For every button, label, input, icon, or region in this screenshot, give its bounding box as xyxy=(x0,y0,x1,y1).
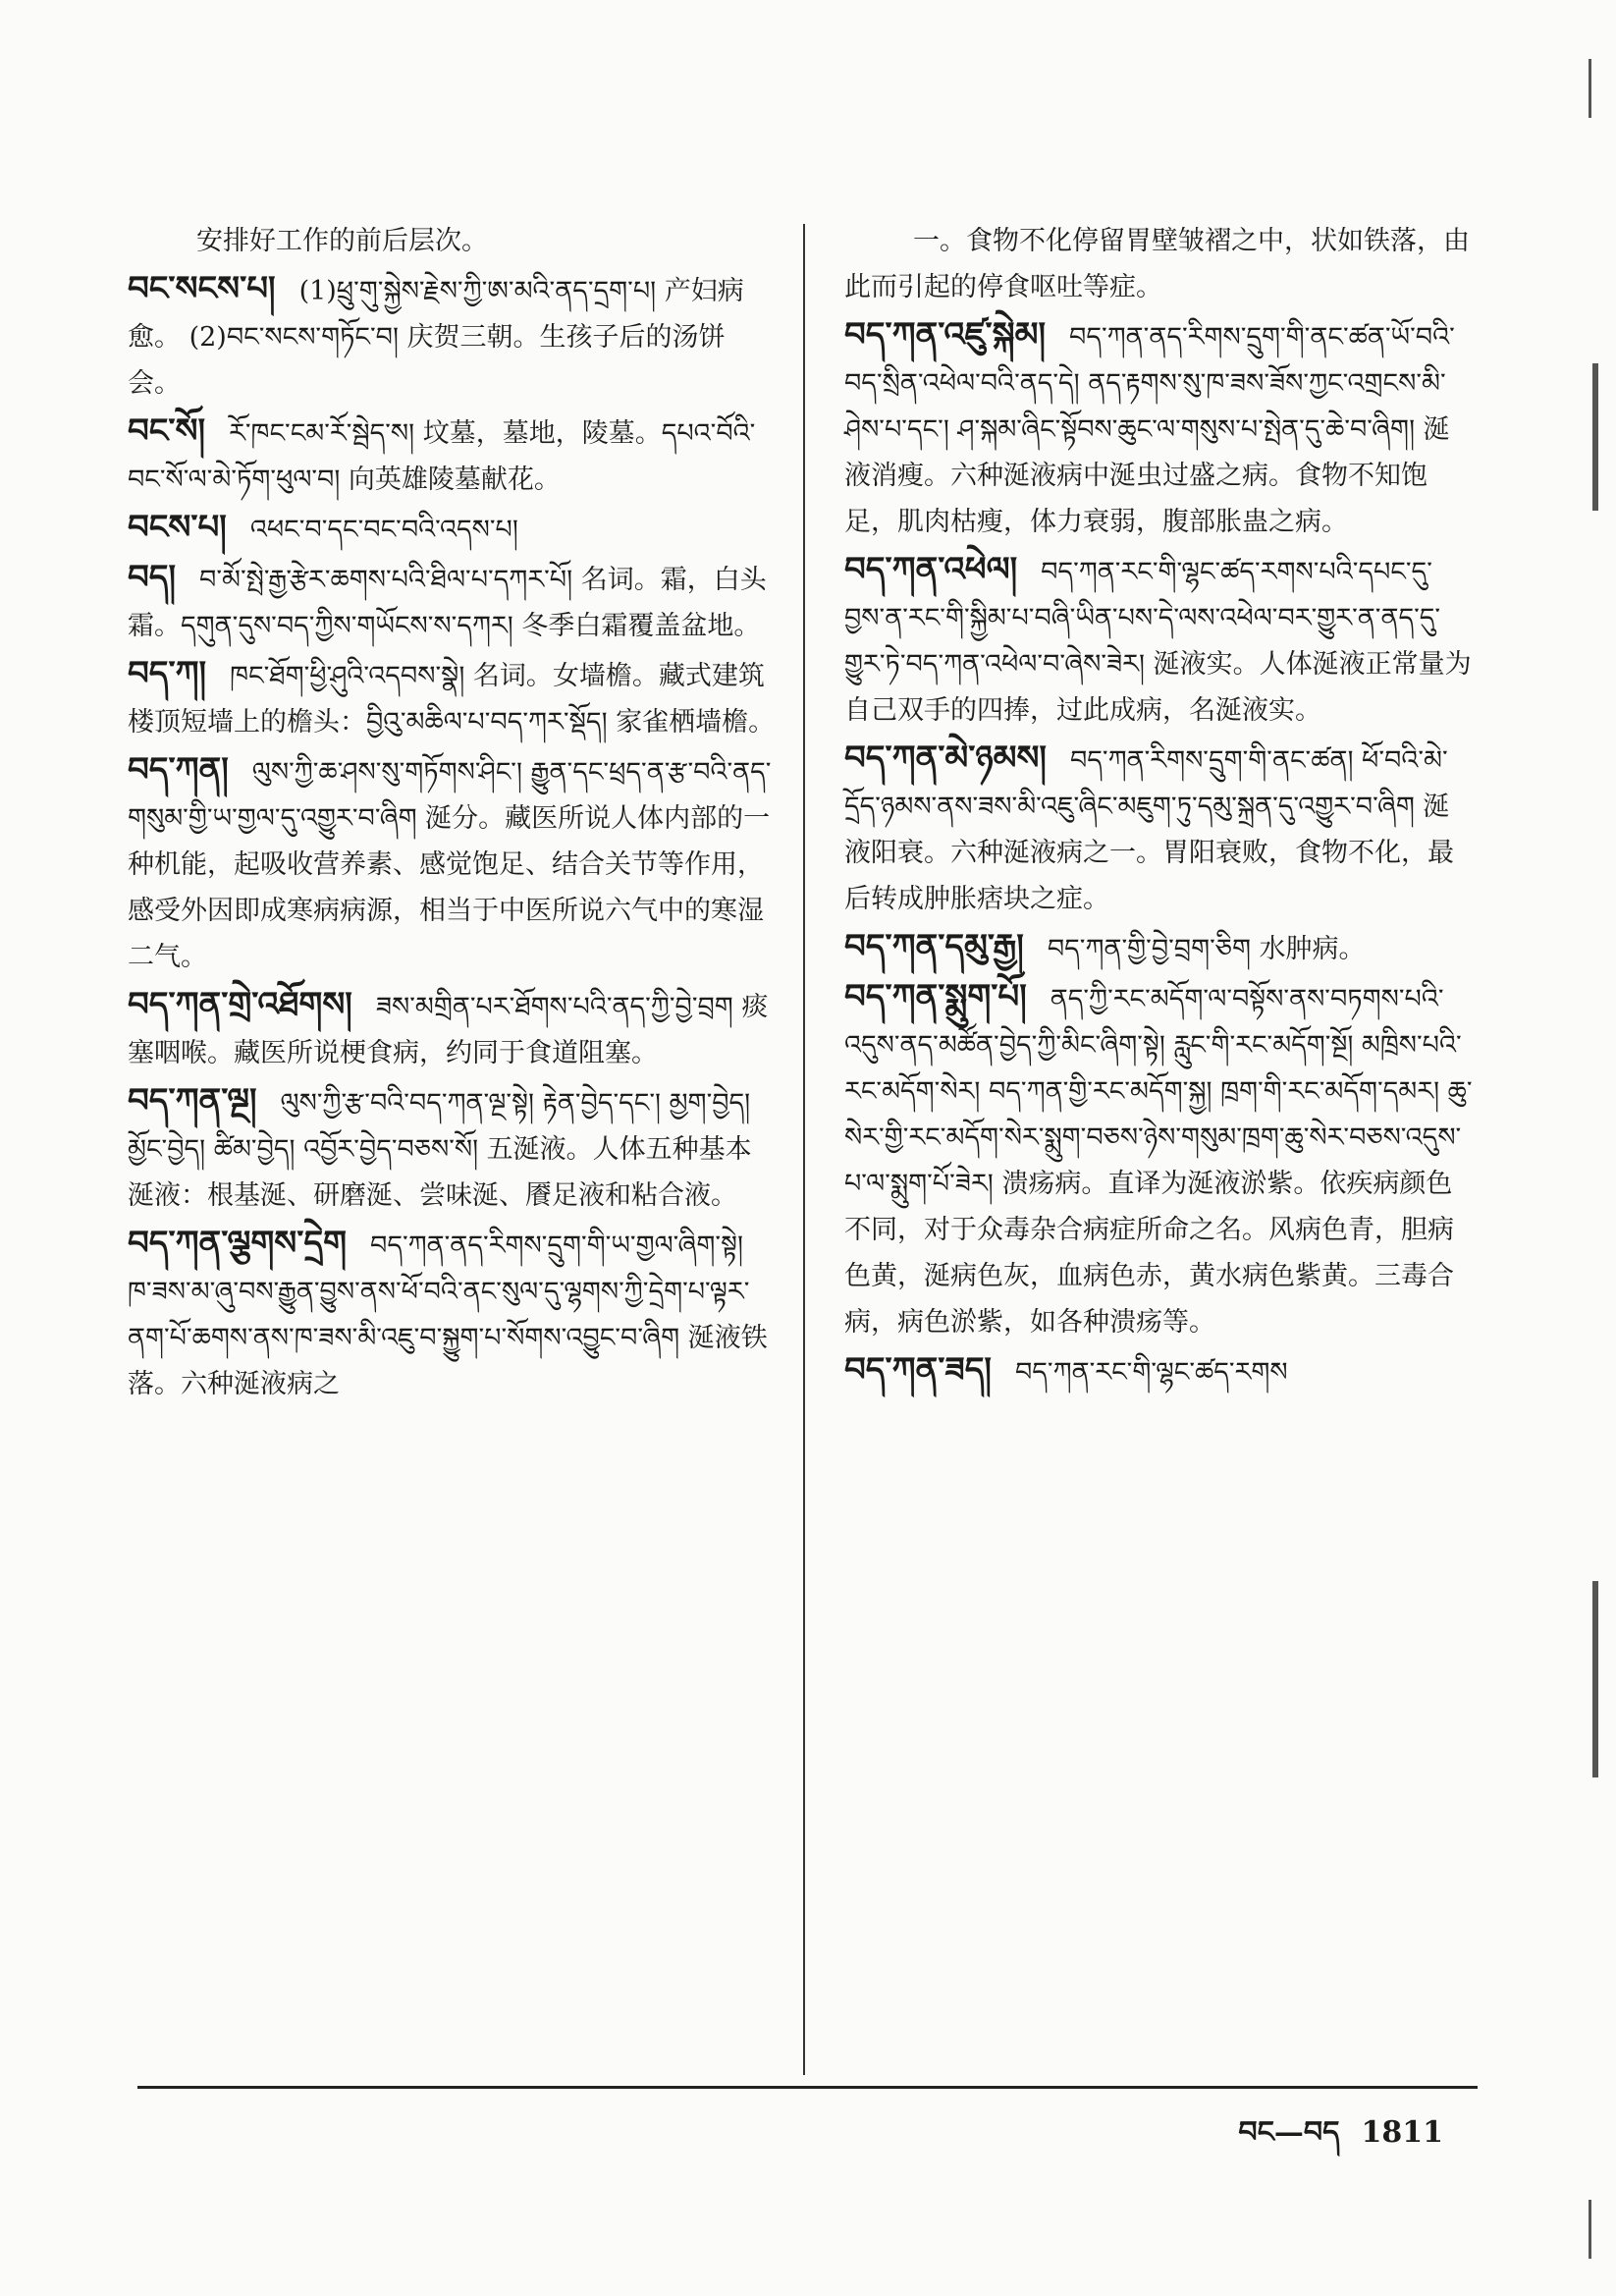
dictionary-entry xyxy=(128,505,776,553)
entry-definition: ལུས་ཀྱི་ཆ་ཤས་སུ་གཏོགས་ཤིང་། རྒྱུན་དང་ཕྲད་ན་རྩ་བའི་ནད་གསུམ་གྱི་ཡ་གྱལ་དུ་འགྱུར་བ་ཞིག 涎分。藏医所说人体内部的一种机能，起吸收营养素、感觉饱足、结合关节等作用，感受外因即成寒病病源，相当于中医所说六气中的寒湿二气。 xyxy=(128,757,772,972)
entry-definition: འཕང་བ་དང་བང་བའི་འདས་པ། xyxy=(249,515,518,545)
entry-headword: བང་སོ། xyxy=(128,411,206,451)
entry-definition: 一。食物不化停留胃壁皱褶之中，状如铁落，由此而引起的停食呕吐等症。 xyxy=(844,226,1470,302)
scan-edge-mark xyxy=(1592,363,1598,511)
entry-headword: བད་ཀན་ལྕགས་དྲེག xyxy=(128,1224,348,1263)
scan-edge-mark xyxy=(1589,2200,1591,2259)
entry-headword: བད་ཀ། xyxy=(128,654,207,693)
entry-definition: བད་ཀན་ནད་རིགས་དྲུག་གི་ཡ་གྱལ་ཞིག་སྟེ། ཁ་ཟས་མ་ཞུ་བས་རྒྱུན་བྱུས་ནས་ཕོ་བའི་ནང་སུལ་དུ་ལྷགས་ཀྱི་དྲེག་པ་ལྟར་ནག་པོ་ཆགས་ནས་ཁ་ཟས་མི་འཇུ་བ་སྐྱུག་པ་སོགས་འབྱུང་བ་ཞིག 涎液铁落。六种涎液病之 xyxy=(128,1230,768,1399)
dictionary-entry xyxy=(844,924,1473,972)
scan-edge-mark xyxy=(1592,1581,1598,1777)
dictionary-entry xyxy=(844,736,1473,922)
dictionary-entry xyxy=(128,1221,776,1407)
entry-definition: བད་ཀན་རིགས་དྲུག་གི་ནང་ཚན། ཕོ་བའི་མེ་དྲོད་ཉམས་ནས་ཟས་མི་འཇུ་ཞིང་མཇུག་ཏུ་དམུ་སྐྲན་དུ་འགྱུར་བ་ཞིག 涎液阳衰。六种涎液病之一。胃阳衰败，食物不化，最后转成肿胀痞块之症。 xyxy=(844,745,1454,914)
entry-headword: བད། xyxy=(128,558,177,597)
scan-edge-mark xyxy=(1589,59,1591,118)
running-head: བང—བད xyxy=(1238,2115,1340,2150)
dictionary-entry xyxy=(128,218,776,264)
entry-definition: ཟས་མགྲིན་པར་ཐོགས་པའི་ནད་ཀྱི་བྱེ་བྲག 痰塞咽喉。藏医所说梗食病，约同于食道阻塞。 xyxy=(128,992,769,1068)
entry-definition: བད་ཀན་རང་གི་ལྷང་ཚད་རགས་པའི་དཔང་དུ་བྱས་ན་རང་གི་སྐྱིམ་པ་བཞི་ཡིན་པས་དེ་ལས་འཕེལ་བར་གྱུར་ན་ནད་དུ་གྱུར་ཏེ་བད་ཀན་འཕེལ་བ་ཞེས་ཟེར། 涎液实。人体涎液正常量为自己双手的四捧，过此成病，名涎液实。 xyxy=(844,557,1472,726)
entry-headword: བད་ཀན་འཛུ་སྐེམ། xyxy=(844,315,1047,355)
dictionary-entry xyxy=(128,982,776,1076)
entry-definition: རོ་ཁང་ངམ་རོ་སྦེད་ས། 坟墓，墓地，陵墓。དཔའ་བོའི་བང་སོ་ལ་མེ་ཏོག་ཕུལ་བ། 向英雄陵墓献花。 xyxy=(128,418,756,495)
entry-definition: བད་ཀན་གྱི་བྱེ་བྲག་ཅིག 水肿病。 xyxy=(1047,934,1366,964)
page-number: 1811 xyxy=(1361,2115,1443,2150)
dictionary-entry xyxy=(128,555,776,649)
footer-rule xyxy=(137,2086,1478,2089)
right-column xyxy=(844,218,1473,1397)
entry-headword: བད་ཀན་གྲེ་འཐོགས། xyxy=(128,985,352,1024)
dictionary-entry xyxy=(128,747,776,980)
entry-headword: བད་ཀན་སྨུག་པོ། xyxy=(844,977,1027,1016)
entry-definition: ནད་ཀྱི་རང་མདོག་ལ་བསྟོས་ནས་བཏགས་པའི་འདུས་ནད་མཚོན་བྱེད་ཀྱི་མིང་ཞིག་སྟེ། རླུང་གི་རང་མདོག་སྔོ། མཁྲིས་པའི་རང་མདོག་སེར། བད་ཀན་གྱི་རང་མདོག་སྐྱ། ཁྲག་གི་རང་མདོག་དམར། ཆུ་སེར་གྱི་རང་མདོག་སེར་སྨུག་བཅས་ཉེས་གསུམ་ཁྲག་ཆུ་སེར་བཅས་འདུས་པ་ལ་སྨུག་པོ་ཟེར། 溃疡病。直译为涎液淤紫。依疾病颜色不同，对于众毒杂合病症所命之名。风病色青，胆病色黄，涎病色灰，血病色赤，黄水病色紫黄。三毒合病，病色淤紫，如各种溃疡等。 xyxy=(844,984,1473,1338)
entry-headword: བད་ཀན་འཕེལ། xyxy=(844,550,1018,589)
entry-headword: བངས་པ། xyxy=(128,508,227,547)
entry-headword: བད་ཀན་མེ་ཉམས། xyxy=(844,738,1047,778)
entry-headword: བད་ཀན། xyxy=(128,750,229,790)
left-column xyxy=(128,218,776,1409)
dictionary-entry xyxy=(844,218,1473,310)
entry-definition: ཁང་ཐོག་ཕྱི་ཤུའི་འདབས་སྣེ། 名词。女墙檐。藏式建筑楼顶短墙上的檐头：བྱིའུ་མཆིལ་པ་བད་ཀར་སྡོད། 家雀栖墙檐。 xyxy=(128,661,776,738)
dictionary-entry xyxy=(844,974,1473,1345)
entry-definition: བ་མོ་སྤེ་རྒྱ་རྩེར་ཆགས་པའི་ཐིལ་པ་དཀར་པོ། 名词。霜，白头霜。དགུན་དུས་བད་ཀྱིས་གཡོངས་ས་དཀར། 冬季白霜覆盖盆地。 xyxy=(128,565,767,641)
dictionary-entry xyxy=(128,266,776,407)
dictionary-entry xyxy=(128,651,776,745)
entry-definition: 安排好工作的前后层次。 xyxy=(196,226,488,256)
entry-definition: ལུས་ཀྱི་རྩ་བའི་བད་ཀན་ལྔ་སྟེ། རྟེན་བྱེད་དང་། མྱག་བྱེད། མྱོང་བྱེད། ཚིམ་བྱེད། འབྱོར་བྱེད་བཅས་སོ། 五涎液。人体五种基本涎液：根基涎、研磨涎、尝味涎、餍足液和粘合液。 xyxy=(128,1088,752,1211)
entry-definition: བད་ཀན་རང་གི་ལྷང་ཚད་རགས xyxy=(1014,1357,1288,1388)
entry-definition: (1)ཕྲུ་གུ་སྐྱེས་རྗེས་ཀྱི་ཨ་མའི་ནད་དྲག་པ། 产妇病愈。 (2)བང་སངས་གཏོང་བ། 庆贺三朝。生孩子后的汤饼会。 xyxy=(128,276,744,399)
entry-headword: བད་ཀན་དམུ་རྒྱ། xyxy=(844,927,1024,966)
entry-headword: བང་སངས་པ། xyxy=(128,269,276,308)
dictionary-entry xyxy=(128,409,776,503)
dictionary-entry xyxy=(844,312,1473,545)
dictionary-entry xyxy=(844,1347,1473,1395)
dictionary-entry xyxy=(128,1078,776,1219)
entry-definition: བད་ཀན་ནད་རིགས་དྲུག་གི་ནང་ཚན་ཡོ་བའི་བད་སྲིན་འཕེལ་བའི་ནད་དེ། ནད་རྟགས་སུ་ཁ་ཟས་ཟོས་ཀྱང་འགྲངས་མི་ཤེས་པ་དང་། ཤ་སྐམ་ཞིང་སྟོབས་ཆུང་ལ་གསུས་པ་སྤེན་དུ་ཆེ་བ་ཞིག། 涎液消瘦。六种涎液病中涎虫过盛之病。食物不知饱足，肌肉枯瘦，体力衰弱，腹部胀蛊之病。 xyxy=(844,322,1455,537)
column-divider xyxy=(803,224,805,2075)
entry-headword: བད་ཀན་ལྔ། xyxy=(128,1081,257,1121)
dictionary-entry xyxy=(844,547,1473,734)
entry-headword: བད་ཀན་ཟད། xyxy=(844,1350,992,1390)
page-footer xyxy=(1216,2100,1443,2182)
